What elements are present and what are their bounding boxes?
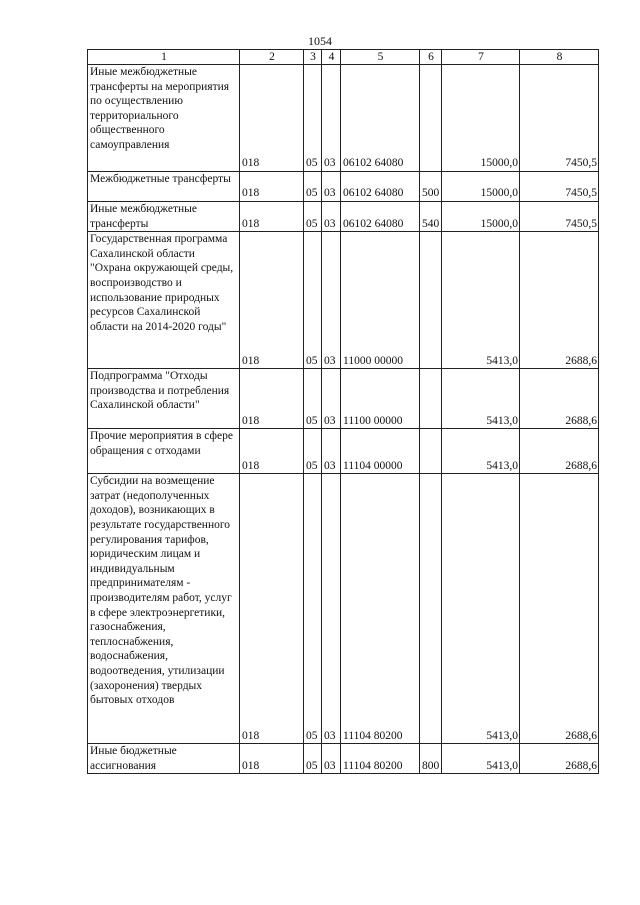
table-row — [88, 202, 599, 232]
row-section-cell: 05 — [304, 429, 322, 474]
row-section-cell: 05 — [304, 202, 322, 232]
row-approved-amount-cell: 15000,0 — [442, 172, 520, 202]
row-target-article-cell: 06102 64080 — [341, 202, 420, 232]
row-approved-amount-cell: 15000,0 — [442, 65, 520, 172]
row-section-cell: 05 — [304, 474, 322, 744]
row-target-article-cell: 11104 00000 — [341, 429, 420, 474]
header-cell: 1 — [88, 50, 240, 65]
page-number: 1054 — [308, 34, 332, 48]
table-header-row — [88, 50, 599, 65]
row-name-cell: Прочие мероприятия в сфере обращения с отходами — [88, 429, 240, 474]
row-section-cell: 05 — [304, 369, 322, 429]
row-subsection-cell: 03 — [322, 65, 341, 172]
row-code-cell: 018 — [240, 65, 304, 172]
row-approved-amount-cell: 5413,0 — [442, 474, 520, 744]
row-expense-type-cell: 540 — [420, 202, 442, 232]
row-section-cell: 05 — [304, 172, 322, 202]
row-code-cell: 018 — [240, 744, 304, 774]
row-executed-amount-cell: 2688,6 — [520, 232, 599, 369]
row-approved-amount-cell: 15000,0 — [442, 202, 520, 232]
row-name-cell: Подпрограмма "Отходы производства и потребления Сахалинской области" — [88, 369, 240, 429]
row-executed-amount-cell: 2688,6 — [520, 474, 599, 744]
row-expense-type-cell — [420, 65, 442, 172]
row-code-cell: 018 — [240, 474, 304, 744]
row-code-cell: 018 — [240, 232, 304, 369]
row-section-cell: 05 — [304, 65, 322, 172]
row-target-article-cell: 11104 80200 — [341, 744, 420, 774]
row-approved-amount-cell: 5413,0 — [442, 232, 520, 369]
table-row — [88, 369, 599, 429]
row-section-cell: 05 — [304, 744, 322, 774]
header-cell: 5 — [341, 50, 420, 65]
table-row — [88, 232, 599, 369]
row-expense-type-cell — [420, 429, 442, 474]
row-section-cell: 05 — [304, 232, 322, 369]
header-cell: 7 — [442, 50, 520, 65]
row-subsection-cell: 03 — [322, 202, 341, 232]
row-expense-type-cell: 500 — [420, 172, 442, 202]
row-name-cell: Субсидии на возмещение затрат (недополученных доходов), возникающих в результате государственного регулирования тарифов, юридическим лицам и индивидуальным предпринимателям - производителям работ, услуг в сфере электроэнергетики, газоснабжения, теплоснабжения, водоснабжения, водоотведения, утилизации (захоронения) твердых бытовых отходов — [88, 474, 240, 744]
row-approved-amount-cell: 5413,0 — [442, 369, 520, 429]
row-approved-amount-cell: 5413,0 — [442, 744, 520, 774]
row-name-cell: Государственная программа Сахалинской области "Охрана окружающей среды, воспроизводство и использование природных ресурсов Сахалинской области на 2014-2020 годы" — [88, 232, 240, 369]
row-subsection-cell: 03 — [322, 232, 341, 369]
row-code-cell: 018 — [240, 429, 304, 474]
row-subsection-cell: 03 — [322, 369, 341, 429]
header-cell: 2 — [240, 50, 304, 65]
table-row — [88, 474, 599, 744]
row-subsection-cell: 03 — [322, 172, 341, 202]
row-name-cell: Межбюджетные трансферты — [88, 172, 240, 202]
row-name-cell: Иные межбюджетные трансферты на мероприятия по осуществлению территориального общественного самоуправления — [88, 65, 240, 172]
header-cell: 6 — [420, 50, 442, 65]
row-executed-amount-cell: 7450,5 — [520, 172, 599, 202]
row-name-cell: Иные межбюджетные трансферты — [88, 202, 240, 232]
header-cell: 3 — [304, 50, 322, 65]
row-target-article-cell: 06102 64080 — [341, 65, 420, 172]
row-target-article-cell: 11104 80200 — [341, 474, 420, 744]
row-expense-type-cell: 800 — [420, 744, 442, 774]
row-executed-amount-cell: 2688,6 — [520, 744, 599, 774]
row-code-cell: 018 — [240, 202, 304, 232]
row-subsection-cell: 03 — [322, 429, 341, 474]
table-row — [88, 744, 599, 774]
row-executed-amount-cell: 2688,6 — [520, 369, 599, 429]
header-cell: 4 — [322, 50, 341, 65]
row-executed-amount-cell: 2688,6 — [520, 429, 599, 474]
table-row — [88, 429, 599, 474]
row-code-cell: 018 — [240, 369, 304, 429]
row-target-article-cell: 11000 00000 — [341, 232, 420, 369]
row-executed-amount-cell: 7450,5 — [520, 65, 599, 172]
budget-table — [87, 49, 599, 774]
row-expense-type-cell — [420, 474, 442, 744]
table-row — [88, 65, 599, 172]
row-executed-amount-cell: 7450,5 — [520, 202, 599, 232]
row-expense-type-cell — [420, 369, 442, 429]
row-name-cell: Иные бюджетные ассигнования — [88, 744, 240, 774]
row-code-cell: 018 — [240, 172, 304, 202]
row-subsection-cell: 03 — [322, 744, 341, 774]
row-expense-type-cell — [420, 232, 442, 369]
table-row — [88, 172, 599, 202]
row-target-article-cell: 11100 00000 — [341, 369, 420, 429]
row-subsection-cell: 03 — [322, 474, 341, 744]
row-approved-amount-cell: 5413,0 — [442, 429, 520, 474]
row-target-article-cell: 06102 64080 — [341, 172, 420, 202]
header-cell: 8 — [520, 50, 599, 65]
